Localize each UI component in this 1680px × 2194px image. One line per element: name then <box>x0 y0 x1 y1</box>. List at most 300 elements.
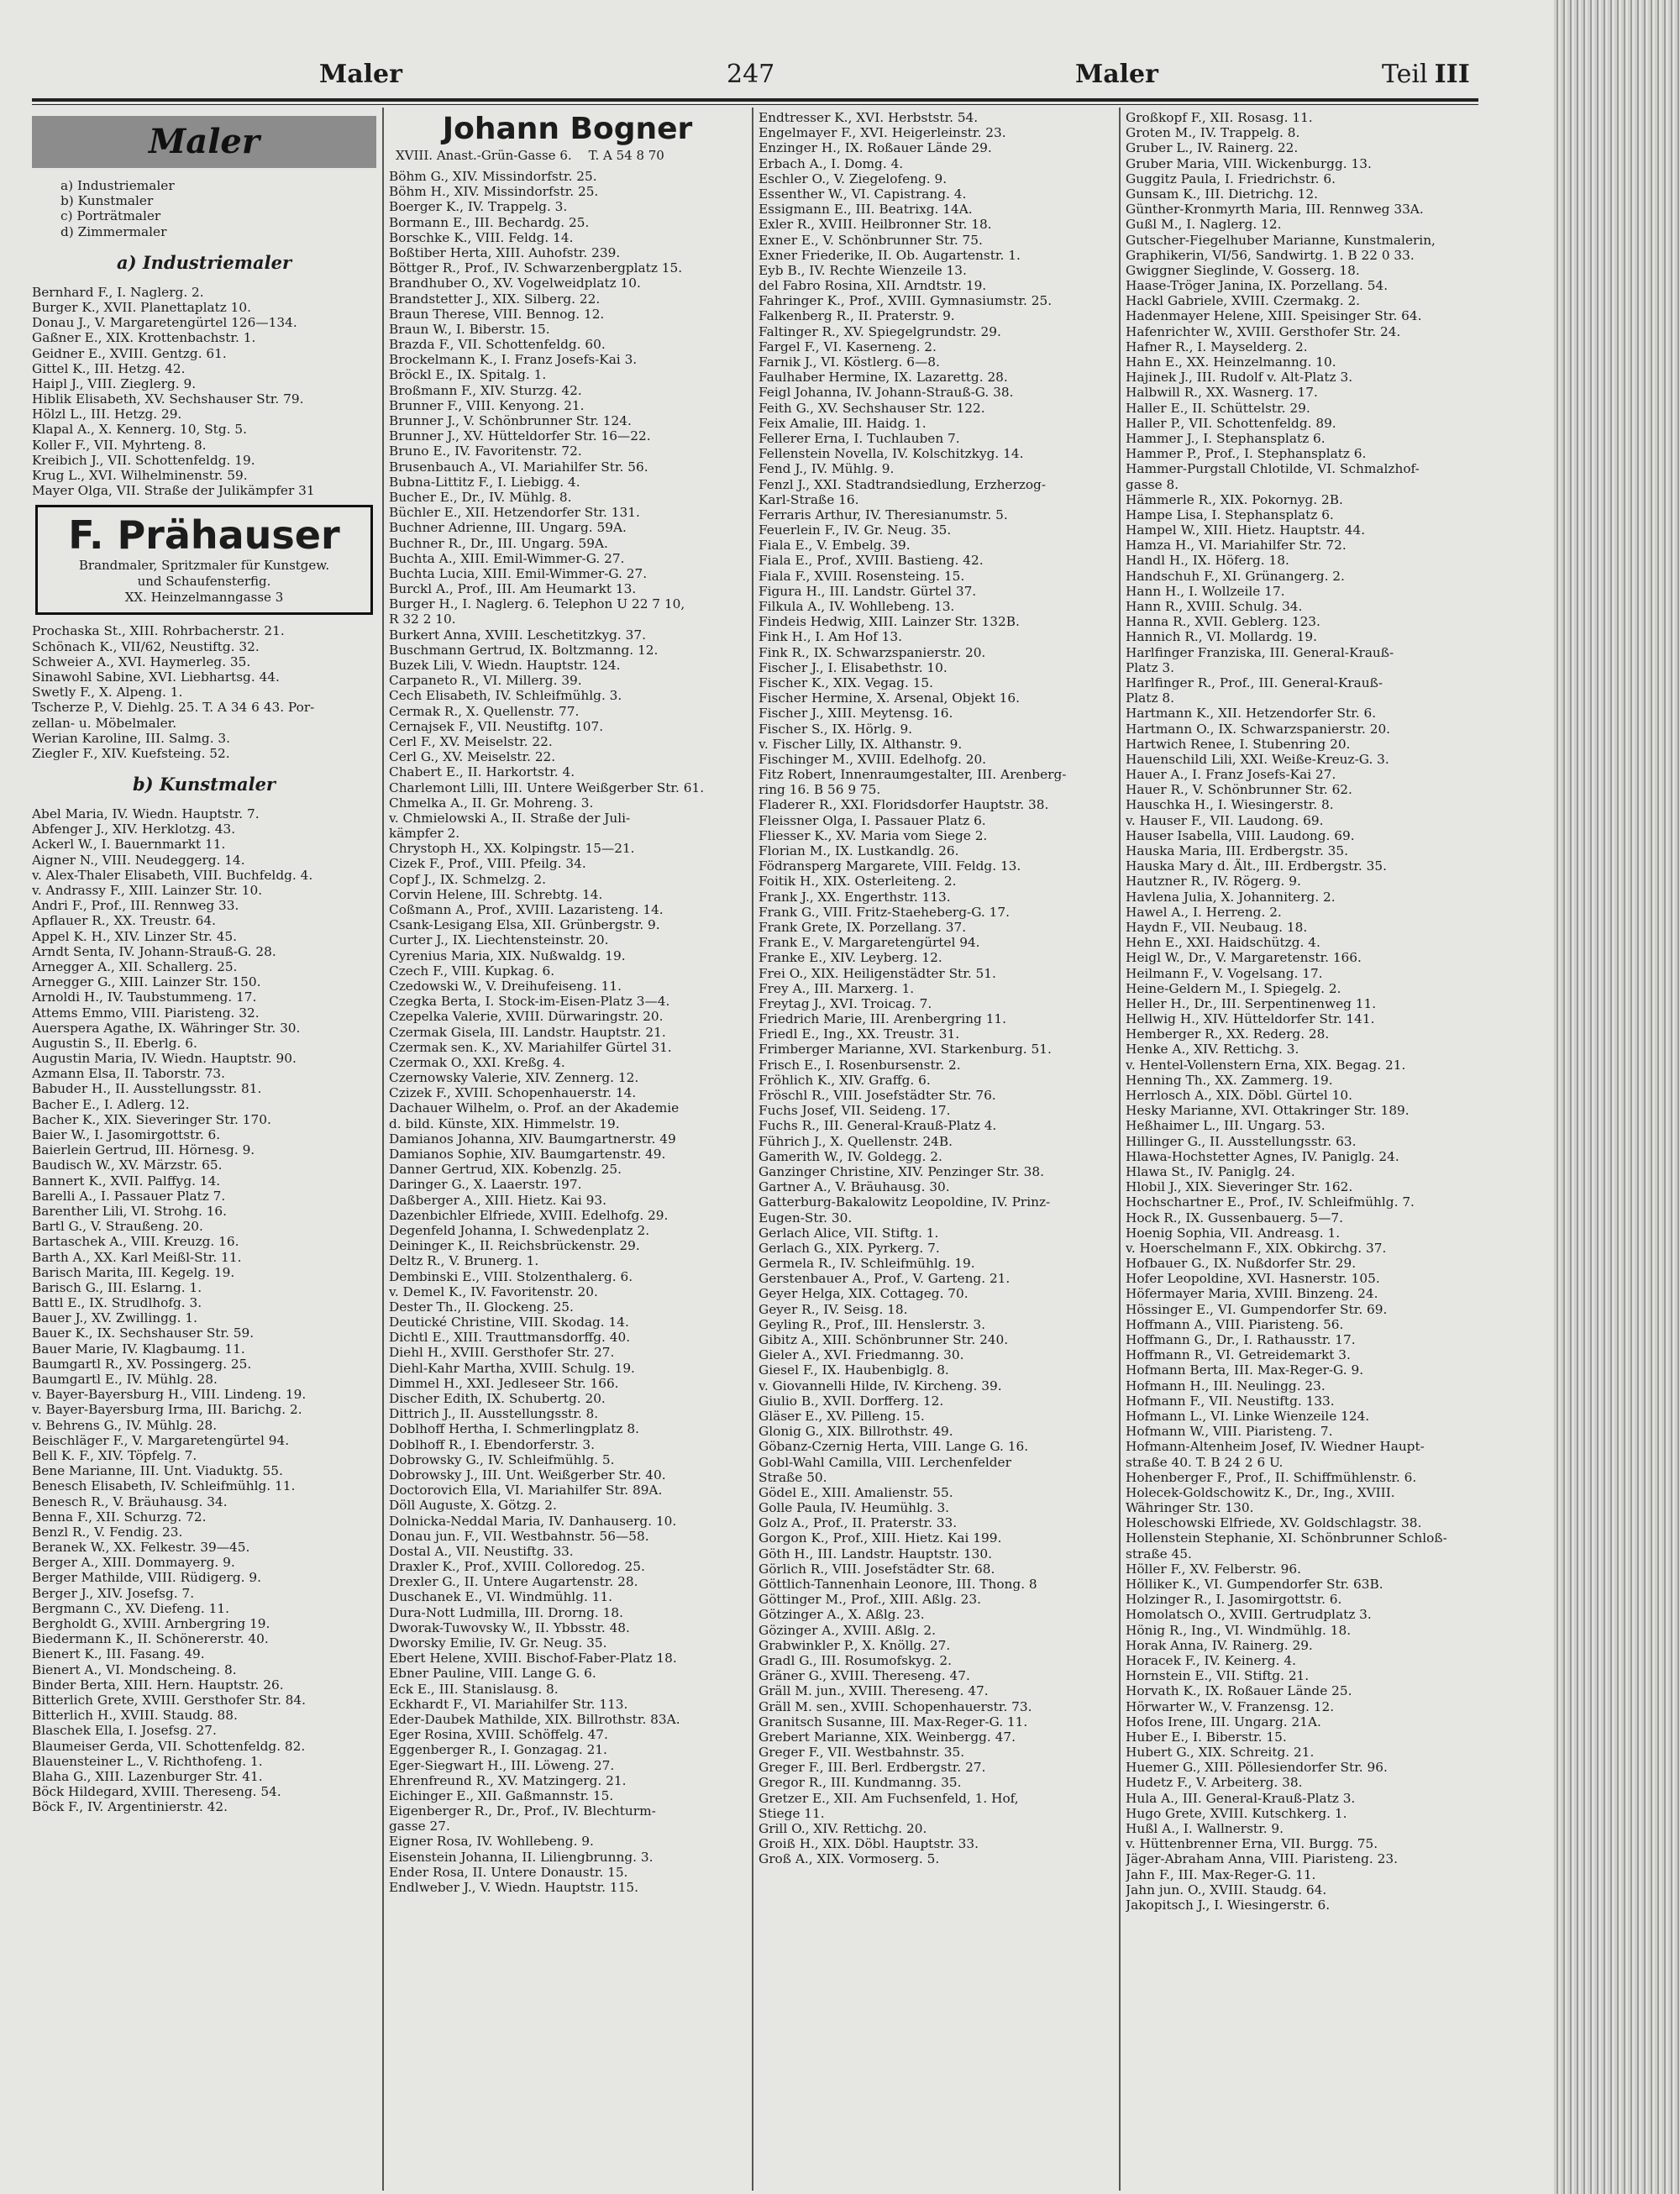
directory-entry: Fröhlich K., XIV. Graffg. 6. <box>759 1072 931 1088</box>
directory-entry: Hafenrichter W., XVIII. Gersthofer Str. 24. <box>1126 323 1401 339</box>
directory-entry: Buchner Adrienne, III. Ungarg. 59A. <box>389 520 627 536</box>
directory-entry: v. Behrens G., IV. Mühlg. 28. <box>32 1417 218 1433</box>
directory-entry: Czermak O., XXI. Kreßg. 4. <box>389 1054 565 1070</box>
directory-entry: Golle Paula, IV. Heumühlg. 3. <box>759 1500 950 1516</box>
directory-entry: Doblhoff Hertha, I. Schmerlingplatz 8. <box>389 1421 639 1437</box>
directory-entry: Hamza H., VI. Mariahilfer Str. 72. <box>1126 538 1347 554</box>
directory-entry: Göttinger M., Prof., XIII. Aßlg. 23. <box>759 1592 981 1608</box>
directory-entry: Frey A., III. Marxerg. 1. <box>759 980 915 996</box>
directory-entry: Jäger-Abraham Anna, VIII. Piaristeng. 23. <box>1126 1851 1398 1867</box>
directory-entry: Hauer A., I. Franz Josefs-Kai 27. <box>1126 767 1336 783</box>
directory-entry: Hönig R., Ing., VI. Windmühlg. 18. <box>1126 1622 1352 1638</box>
directory-entry: Gutscher-Fiegelhuber Marianne, Kunstmalerin, <box>1126 232 1436 248</box>
directory-entry: Handl H., IX. Höferg. 18. <box>1126 553 1289 569</box>
directory-entry: Jahn F., III. Max-Reger-G. 11. <box>1126 1866 1316 1882</box>
directory-entry: Donau jun. F., VII. Westbahnstr. 56—58. <box>389 1528 649 1544</box>
directory-entry: Bauer Marie, IV. Klagbaumg. 11. <box>32 1341 245 1357</box>
directory-entry: Fiala E., Prof., XVIII. Bastieng. 42. <box>759 553 984 569</box>
directory-entry: Hahn E., XX. Heinzelmanng. 10. <box>1126 354 1336 370</box>
directory-entry: Bormann E., III. Bechardg. 25. <box>389 214 590 230</box>
directory-entry: Eisenstein Johanna, II. Liliengbrunng. 3. <box>389 1849 654 1865</box>
directory-entry: Frisch E., I. Rosenbursenstr. 2. <box>759 1057 961 1073</box>
directory-entry: Chmelka A., II. Gr. Mohreng. 3. <box>389 795 594 811</box>
directory-entry: Hann R., XVIII. Schulg. 34. <box>1126 599 1303 614</box>
directory-entry: Gatterburg-Bakalowitz Leopoldine, IV. Prinz- <box>759 1194 1051 1210</box>
directory-entry: Feigl Johanna, IV. Johann-Strauß-G. 38. <box>759 385 1014 401</box>
ad-address: XVIII. Anast.-Grün-Gasse 6. <box>396 148 572 163</box>
directory-entry: Fliesser K., XV. Maria vom Siege 2. <box>759 827 988 843</box>
directory-entry: Cech Elisabeth, IV. Schleifmühlg. 3. <box>389 688 622 704</box>
directory-entry: Prochaska St., XIII. Rohrbacherstr. 21. <box>32 623 285 639</box>
directory-entry: Blaha G., XIII. Lazenburger Str. 41. <box>32 1768 263 1784</box>
entry-list-kunstmaler <box>32 806 376 1814</box>
directory-entry: Grebert Marianne, XIX. Weinbergg. 47. <box>759 1729 1016 1745</box>
directory-entry: Gußl M., I. Naglerg. 12. <box>1126 217 1282 233</box>
directory-entry: Greger F., III. Berl. Erdbergstr. 27. <box>759 1760 986 1776</box>
directory-entry: v. Chmielowski A., II. Straße der Juli- <box>389 810 631 826</box>
directory-entry: Brandhuber O., XV. Vogelweidplatz 10. <box>389 276 641 291</box>
directory-entry: Göttlich-Tannenhain Leonore, III. Thong. 8 <box>759 1577 1037 1592</box>
part-label: Teil <box>1382 60 1428 89</box>
directory-entry: Hammer J., I. Stephansplatz 6. <box>1126 430 1326 446</box>
directory-entry: Ganzinger Christine, XIV. Penzinger Str. 38. <box>759 1163 1044 1179</box>
directory-entry: Kreibich J., VII. Schottenfeldg. 19. <box>32 452 255 468</box>
legend-item: b) Kunstmaler <box>60 193 154 209</box>
entry-list-column-2 <box>389 169 746 1895</box>
directory-entry: Essigmann E., III. Beatrixg. 14A. <box>759 202 973 218</box>
directory-entry: Födransperg Margarete, VIII. Feldg. 13. <box>759 858 1021 874</box>
directory-entry: Binder Berta, XIII. Hern. Hauptstr. 26. <box>32 1677 284 1693</box>
directory-entry: Hartmann K., XII. Hetzendorfer Str. 6. <box>1126 706 1377 722</box>
directory-entry: Attems Emmo, VIII. Piaristeng. 32. <box>32 1005 260 1021</box>
directory-entry: Exner Friederike, II. Ob. Augartenstr. 1. <box>759 247 1021 263</box>
directory-entry: Huemer G., XIII. Pöllesiendorfer Str. 96. <box>1126 1760 1388 1776</box>
directory-entry: Frimberger Marianne, XVI. Starkenburg. 51. <box>759 1042 1052 1058</box>
directory-entry: Dittrich J., II. Ausstellungsstr. 8. <box>389 1406 599 1422</box>
directory-entry: Brockelmann K., I. Franz Josefs-Kai 3. <box>389 352 638 368</box>
directory-entry: Abfenger J., XIV. Herklotzg. 43. <box>32 821 236 837</box>
directory-entry: Böttger R., Prof., IV. Schwarzenbergplatz 15. <box>389 260 683 276</box>
directory-entry: Auerspera Agathe, IX. Währinger Str. 30. <box>32 1020 301 1036</box>
directory-entry: Geyling R., Prof., III. Henslerstr. 3. <box>759 1316 985 1332</box>
directory-entry: Brunner J., XV. Hütteldorfer Str. 16—22. <box>389 428 651 444</box>
directory-entry: Hoffmann A., VIII. Piaristeng. 56. <box>1126 1316 1344 1332</box>
directory-entry: Karl-Straße 16. <box>759 491 859 507</box>
directory-entry: Fink H., I. Am Hof 13. <box>759 629 902 645</box>
directory-entry: Essenther W., VI. Capistrang. 4. <box>759 186 967 202</box>
directory-entry: Hoffmann R., VI. Getreidemarkt 3. <box>1126 1347 1351 1363</box>
directory-entry: Hölzl L., III. Hetzg. 29. <box>32 407 182 423</box>
directory-entry: Heigl W., Dr., V. Margaretenstr. 166. <box>1126 950 1362 966</box>
directory-entry: Gräll M. jun., XVIII. Thereseng. 47. <box>759 1683 989 1699</box>
directory-entry: Böck Hildegard, XVIII. Thereseng. 54. <box>32 1784 281 1800</box>
directory-entry: Geyer R., IV. Seisg. 18. <box>759 1301 908 1317</box>
directory-entry: Großkopf F., XII. Rosasg. 11. <box>1126 110 1313 125</box>
directory-entry: Hawel A., I. Herreng. 2. <box>1126 904 1282 920</box>
directory-entry: Holzinger R., I. Jasomirgottstr. 6. <box>1126 1592 1342 1608</box>
directory-entry: Günther-Kronmyrth Maria, III. Rennweg 33A. <box>1126 202 1424 218</box>
directory-entry: Platz 8. <box>1126 690 1174 706</box>
directory-entry: Burger K., XVII. Planettaplatz 10. <box>32 299 252 315</box>
directory-entry: Ender Rosa, II. Untere Donaustr. 15. <box>389 1864 628 1880</box>
directory-entry: Farnik J., VI. Köstlerg. 6—8. <box>759 354 940 370</box>
directory-entry: v. Alex-Thaler Elisabeth, VIII. Buchfeldg. 4. <box>32 867 313 883</box>
directory-entry: Apflauer R., XX. Treustr. 64. <box>32 913 216 929</box>
directory-entry: Hartmann O., IX. Schwarzspanierstr. 20. <box>1126 721 1391 737</box>
directory-entry: Dachauer Wilhelm, o. Prof. an der Akademie <box>389 1100 680 1116</box>
directory-entry: Fischer Hermine, X. Arsenal, Objekt 16. <box>759 690 1020 706</box>
directory-entry: Dimmel H., XXI. Jedleseer Str. 166. <box>389 1375 619 1391</box>
directory-entry: Jahn jun. O., XVIII. Staudg. 64. <box>1126 1882 1327 1897</box>
directory-entry: Eder-Daubek Mathilde, XIX. Billrothstr. 83A. <box>389 1711 680 1727</box>
directory-entry: Czizek F., XVIII. Schopenhauerstr. 14. <box>389 1085 637 1101</box>
directory-entry: Frank Grete, IX. Porzellang. 37. <box>759 919 967 935</box>
directory-entry: Holecek-Goldschowitz K., Dr., Ing., XVIII. <box>1126 1484 1395 1500</box>
directory-entry: Engelmayer F., XVI. Heigerleinstr. 23. <box>759 125 1006 141</box>
section-heading-industriemaler: a) Industriemaler <box>116 251 292 273</box>
directory-entry: Hofmann L., VI. Linke Wienzeile 124. <box>1126 1408 1370 1424</box>
directory-entry: Augustin S., II. Eberlg. 6. <box>32 1035 197 1051</box>
directory-entry: Werian Karoline, III. Salmg. 3. <box>32 730 231 746</box>
directory-entry: Exler R., XVIII. Heilbronner Str. 18. <box>759 217 992 233</box>
directory-entry: Andri F., Prof., III. Rennweg 33. <box>32 898 239 914</box>
directory-entry: Ziegler F., XIV. Kuefsteing. 52. <box>32 745 230 761</box>
directory-entry: Barth A., XX. Karl Meißl-Str. 11. <box>32 1249 242 1265</box>
directory-entry: Heine-Geldern M., I. Spiegelg. 2. <box>1126 980 1341 996</box>
directory-entry: Burckl A., Prof., III. Am Heumarkt 13. <box>389 581 637 597</box>
directory-entry: Henning Th., XX. Zammerg. 19. <box>1126 1072 1333 1088</box>
legend-item: a) Industriemaler <box>60 178 175 193</box>
directory-entry: Drexler G., II. Untere Augartenstr. 28. <box>389 1574 638 1590</box>
directory-entry: Groß A., XIX. Vormoserg. 5. <box>759 1851 940 1867</box>
directory-entry: Hubert G., XIX. Schreitg. 21. <box>1126 1745 1315 1761</box>
directory-entry: Endlweber J., V. Wiedn. Hauptstr. 115. <box>389 1880 638 1895</box>
directory-entry: Cizek F., Prof., VIII. Pfeilg. 34. <box>389 856 586 872</box>
directory-entry: Giesel F., IX. Haubenbiglg. 8. <box>759 1362 949 1378</box>
directory-entry: Burkert Anna, XVIII. Leschetitzkyg. 37. <box>389 627 646 643</box>
directory-entry: Herrlosch A., XIX. Döbl. Gürtel 10. <box>1126 1088 1352 1103</box>
directory-entry: Hautzner R., IV. Rögerg. 9. <box>1126 874 1301 890</box>
ad-phone: T. A 54 8 70 <box>588 148 664 163</box>
entry-list-column-4 <box>1126 110 1478 1913</box>
directory-entry: Hellwig H., XIV. Hütteldorfer Str. 141. <box>1126 1011 1375 1027</box>
directory-entry: Fink R., IX. Schwarzspanierstr. 20. <box>759 644 986 660</box>
directory-entry: Hafner R., I. Mayselderg. 2. <box>1126 339 1308 354</box>
directory-entry: Führich J., X. Quellenstr. 24B. <box>759 1133 953 1149</box>
directory-entry: Fargel F., VI. Kaserneng. 2. <box>759 339 937 354</box>
directory-entry: v. Bayer-Bayersburg Irma, III. Barichg. 2. <box>32 1402 302 1418</box>
ad-title-bogner: Johann Bogner <box>442 112 693 146</box>
directory-entry: Greger F., VII. Westbahnstr. 35. <box>759 1745 965 1761</box>
directory-entry: Fiala E., V. Embelg. 39. <box>759 538 911 554</box>
directory-entry: Barisch G., III. Eslarng. 1. <box>32 1279 202 1295</box>
directory-entry: Döll Auguste, X. Götzg. 2. <box>389 1498 557 1514</box>
directory-entry: Hofos Irene, III. Ungarg. 21A. <box>1126 1714 1321 1729</box>
directory-entry: Höller F., XV. Felberstr. 96. <box>1126 1561 1301 1577</box>
directory-entry: Gruber L., IV. Rainerg. 22. <box>1126 140 1299 156</box>
directory-entry: Gunsam K., III. Dietrichg. 12. <box>1126 186 1318 202</box>
directory-entry: Daringer G., X. Laaerstr. 197. <box>389 1177 582 1193</box>
directory-entry: Bitterlich H., XVIII. Staudg. 88. <box>32 1708 238 1724</box>
directory-entry: Feix Amalie, III. Haidg. 1. <box>759 415 927 431</box>
directory-entry: Fiala F., XVIII. Rosensteing. 15. <box>759 568 965 584</box>
category-banner: Maler <box>32 116 376 168</box>
directory-entry: Damianos Johanna, XIV. Baumgartnerstr. 49 <box>389 1131 676 1147</box>
legend-item: d) Zimmermaler <box>60 223 167 239</box>
directory-entry: Erbach A., I. Domg. 4. <box>759 155 904 171</box>
column-divider <box>382 108 384 2191</box>
directory-entry: Hauenschild Lili, XXI. Weiße-Kreuz-G. 3. <box>1126 751 1389 767</box>
directory-entry: Eggenberger R., I. Gonzagag. 21. <box>389 1742 607 1758</box>
directory-entry: Heilmann F., V. Vogelsang. 17. <box>1126 965 1323 981</box>
directory-entry: Bröckl E., IX. Spitalg. 1. <box>389 367 547 383</box>
directory-entry: Fischer J., I. Elisabethstr. 10. <box>759 659 948 675</box>
directory-entry: Baudisch W., XV. Märzstr. 65. <box>32 1157 223 1173</box>
directory-entry: Hölliker K., VI. Gumpendorfer Str. 63B. <box>1126 1577 1383 1592</box>
directory-entry: Gräner G., XVIII. Thereseng. 47. <box>759 1668 970 1684</box>
directory-entry: Eigenberger R., Dr., Prof., IV. Blechturm- <box>389 1803 656 1819</box>
directory-entry: Faltinger R., XV. Spiegelgrundstr. 29. <box>759 323 1001 339</box>
part-indicator <box>1382 60 1470 89</box>
directory-entry: Brazda F., VII. Schottenfeldg. 60. <box>389 337 606 353</box>
directory-entry: v. Giovannelli Hilde, IV. Kircheng. 39. <box>759 1378 1002 1394</box>
directory-entry: Braun Therese, VIII. Bennog. 12. <box>389 306 605 322</box>
directory-entry: Aigner N., VIII. Neudeggerg. 14. <box>32 852 245 868</box>
directory-entry: Bienert A., VI. Mondscheing. 8. <box>32 1661 237 1677</box>
directory-entry: Dostal A., VII. Neustiftg. 33. <box>389 1543 574 1559</box>
directory-entry: Cermak R., X. Quellenstr. 77. <box>389 703 580 719</box>
directory-entry: Gartner A., V. Bräuhausg. 30. <box>759 1179 950 1195</box>
directory-entry: Eichinger E., XII. Gaßmannstr. 15. <box>389 1787 614 1803</box>
directory-entry: Brusenbauch A., VI. Mariahilfer Str. 56. <box>389 459 648 475</box>
directory-entry: Eschler O., V. Ziegelofeng. 9. <box>759 171 948 186</box>
directory-entry: Endtresser K., XVI. Herbststr. 54. <box>759 110 979 125</box>
ad-text <box>38 558 370 606</box>
book-page-edges <box>1554 0 1680 2194</box>
directory-entry: gasse 8. <box>1126 476 1179 492</box>
directory-entry: Buchta A., XIII. Emil-Wimmer-G. 27. <box>389 550 625 566</box>
directory-entry: Deininger K., II. Reichsbrückenstr. 29. <box>389 1238 640 1254</box>
directory-entry: v. Bayer-Bayersburg H., VIII. Lindeng. 19. <box>32 1387 307 1403</box>
directory-entry: Doblhoff R., I. Ebendorferstr. 3. <box>389 1436 595 1452</box>
directory-entry: Blaschek Ella, I. Josefsg. 27. <box>32 1723 217 1739</box>
directory-entry: Figura H., III. Landstr. Gürtel 37. <box>759 583 977 599</box>
directory-entry: Eger Rosina, XVIII. Schöffelg. 47. <box>389 1727 608 1743</box>
directory-entry: zellan- u. Möbelmaler. <box>32 715 177 731</box>
directory-entry: Augustin Maria, IV. Wiedn. Hauptstr. 90. <box>32 1051 297 1067</box>
directory-entry: Damianos Sophie, XIV. Baumgartenstr. 49. <box>389 1147 666 1162</box>
directory-entry: Cyrenius Maria, XIX. Nußwaldg. 19. <box>389 947 626 963</box>
directory-entry: R 32 2 10. <box>389 611 456 627</box>
directory-entry: Hula A., III. General-Krauß-Platz 3. <box>1126 1790 1356 1806</box>
directory-entry: Benesch Elisabeth, IV. Schleifmühlg. 11. <box>32 1478 296 1494</box>
ad-line: XX. Heinzelmanngasse 3 <box>124 590 284 606</box>
directory-entry: Haipl J., VIII. Zieglerg. 9. <box>32 375 197 391</box>
directory-entry: Hugo Grete, XVIII. Kutschkerg. 1. <box>1126 1805 1347 1821</box>
directory-entry: Czermak Gisela, III. Landstr. Hauptstr. 21. <box>389 1024 666 1040</box>
directory-entry: Frank E., V. Margaretengürtel 94. <box>759 935 980 951</box>
directory-entry: Dworak-Tuwovsky W., II. Ybbsstr. 48. <box>389 1619 630 1635</box>
directory-entry: Büchler E., XII. Hetzendorfer Str. 131. <box>389 505 640 521</box>
directory-entry: Csank-Lesigang Elsa, XII. Grünbergstr. 9. <box>389 917 660 933</box>
directory-entry: Hammer-Purgstall Chlotilde, VI. Schmalzhof- <box>1126 461 1420 477</box>
directory-entry: Gerstenbauer A., Prof., V. Garteng. 21. <box>759 1271 1011 1287</box>
column-divider <box>752 108 753 2191</box>
directory-entry: Ferraris Arthur, IV. Theresianumstr. 5. <box>759 507 1008 522</box>
directory-entry: Barelli A., I. Passauer Platz 7. <box>32 1188 226 1204</box>
directory-entry: Baier W., I. Jasomirgottstr. 6. <box>32 1127 221 1142</box>
ad-address-bogner <box>389 147 746 164</box>
entry-list-column-3 <box>759 110 1116 1867</box>
directory-entry: Baumgartl R., XV. Possingerg. 25. <box>32 1356 252 1372</box>
directory-entry: Doctorovich Ella, VI. Mariahilfer Str. 89A. <box>389 1483 663 1499</box>
directory-entry: Fuchs R., III. General-Krauß-Platz 4. <box>759 1118 997 1134</box>
directory-entry: Horacek F., IV. Keinerg. 4. <box>1126 1652 1296 1668</box>
ad-line: und Schaufensterfig. <box>137 574 271 590</box>
directory-entry: Halbwill R., XX. Wasnerg. 17. <box>1126 385 1318 401</box>
directory-entry: Gözinger A., XVIII. Aßlg. 2. <box>759 1622 936 1638</box>
directory-entry: ring 16. B 56 9 75. <box>759 782 881 798</box>
directory-entry: Hoenig Sophia, VII. Andreasg. 1. <box>1126 1225 1341 1241</box>
directory-entry: Horak Anna, IV. Rainerg. 29. <box>1126 1637 1313 1653</box>
directory-entry: Geidner E., XVIII. Gentzg. 61. <box>32 345 227 361</box>
directory-entry: Haller E., II. Schüttelstr. 29. <box>1126 400 1310 416</box>
directory-entry: Ehrenfreund R., XV. Matzingerg. 21. <box>389 1772 627 1788</box>
running-head-left: Maler <box>319 60 402 89</box>
directory-entry: Buzek Lili, V. Wiedn. Hauptstr. 124. <box>389 658 621 673</box>
directory-entry: Dembinski E., VIII. Stolzenthalerg. 6. <box>389 1268 633 1284</box>
directory-entry: Azmann Elsa, II. Taborstr. 73. <box>32 1066 225 1082</box>
directory-entry: Dazenbichler Elfriede, XVIII. Edelhofg. 29. <box>389 1207 669 1223</box>
directory-entry: v. Andrassy F., XIII. Lainzer Str. 10. <box>32 883 263 898</box>
directory-entry: Stiege 11. <box>759 1805 825 1821</box>
directory-entry: Bene Marianne, III. Unt. Viaduktg. 55. <box>32 1463 283 1479</box>
directory-entry: Bucher E., Dr., IV. Mühlg. 8. <box>389 489 572 505</box>
directory-entry: Henke A., XIV. Rettichg. 3. <box>1126 1042 1299 1058</box>
column-4 <box>1126 110 1478 1913</box>
directory-entry: Ackerl W., I. Bauernmarkt 11. <box>32 837 226 853</box>
directory-entry: Faulhaber Hermine, IX. Lazarettg. 28. <box>759 370 1008 386</box>
directory-entry: Hesky Marianne, XVI. Ottakringer Str. 189. <box>1126 1103 1410 1119</box>
directory-entry: Carpaneto R., VI. Millerg. 39. <box>389 673 582 689</box>
directory-entry: Findeis Hedwig, XIII. Lainzer Str. 132B. <box>759 614 1020 630</box>
directory-entry: Berger Mathilde, VIII. Rüdigerg. 9. <box>32 1570 261 1586</box>
directory-entry: Germela R., IV. Schleifmühlg. 19. <box>759 1256 975 1272</box>
directory-entry: Böhm H., XIV. Missindorfstr. 25. <box>389 184 599 200</box>
directory-entry: Fröschl R., VIII. Josefstädter Str. 76. <box>759 1088 996 1103</box>
directory-entry: Feuerlein F., IV. Gr. Neug. 35. <box>759 522 952 538</box>
directory-entry: Hann H., I. Wollzeile 17. <box>1126 583 1285 599</box>
directory-entry: Chabert E., II. Harkortstr. 4. <box>389 764 575 780</box>
directory-entry: Gruber Maria, VIII. Wickenburgg. 13. <box>1126 155 1372 171</box>
directory-entry: Hampel W., XIII. Hietz. Hauptstr. 44. <box>1126 522 1366 538</box>
directory-entry: Hemberger R., XX. Rederg. 28. <box>1126 1026 1330 1042</box>
directory-entry: Schweier A., XVI. Haymerleg. 35. <box>32 653 251 669</box>
directory-entry: Dura-Nott Ludmilla, III. Drorng. 18. <box>389 1604 623 1620</box>
directory-entry: Hörwarter W., V. Franzensg. 12. <box>1126 1698 1335 1714</box>
directory-entry: Hanna R., XVII. Geblerg. 123. <box>1126 614 1320 630</box>
directory-entry: Heller H., Dr., III. Serpentinenweg 11. <box>1126 995 1377 1011</box>
directory-entry: v. Hüttenbrenner Erna, VII. Burgg. 75. <box>1126 1836 1378 1852</box>
directory-entry: Heßhaimer L., III. Ungarg. 53. <box>1126 1118 1326 1134</box>
directory-entry: Frank J., XX. Engerthstr. 113. <box>759 889 951 905</box>
directory-entry: Eigner Rosa, IV. Wohllebeng. 9. <box>389 1834 594 1850</box>
directory-entry: Degenfeld Johanna, I. Schwedenplatz 2. <box>389 1222 650 1238</box>
page-number: 247 <box>727 60 775 89</box>
directory-entry: Hauer R., V. Schönbrunner Str. 62. <box>1126 782 1352 798</box>
directory-entry: v. Hauser F., VII. Laudong. 69. <box>1126 812 1324 828</box>
directory-entry: Discher Edith, IX. Schubertg. 20. <box>389 1391 606 1406</box>
directory-entry: v. Hoerschelmann F., XIX. Obkirchg. 37. <box>1126 1240 1387 1256</box>
directory-entry: Hauschka H., I. Wiesingerstr. 8. <box>1126 797 1334 813</box>
directory-entry: Borschke K., VIII. Feldg. 14. <box>389 229 574 245</box>
directory-entry: Hock R., IX. Gussenbauerg. 5—7. <box>1126 1210 1343 1226</box>
directory-entry: Bienert K., III. Fasang. 49. <box>32 1646 205 1662</box>
directory-entry: Jakopitsch J., I. Wiesingerstr. 6. <box>1126 1897 1331 1913</box>
directory-entry: Deltz R., V. Brunerg. 1. <box>389 1253 539 1269</box>
directory-entry: Blaumeiser Gerda, VII. Schottenfeldg. 82. <box>32 1738 306 1754</box>
column-3 <box>759 110 1116 1867</box>
directory-entry: Eckhardt F., VI. Mariahilfer Str. 113. <box>389 1696 628 1712</box>
directory-entry: Dester Th., II. Glockeng. 25. <box>389 1299 574 1315</box>
directory-entry: Boßtiber Herta, XIII. Auhofstr. 239. <box>389 244 621 260</box>
directory-entry: Eck E., III. Stanislausg. 8. <box>389 1681 559 1697</box>
directory-entry: Boerger K., IV. Trappelg. 3. <box>389 199 568 215</box>
directory-entry: Eugen-Str. 30. <box>759 1210 853 1226</box>
directory-entry: Burger H., I. Naglerg. 6. Telephon U 22 7 10, <box>389 596 685 612</box>
directory-entry: Bitterlich Grete, XVIII. Gersthofer Str. 84. <box>32 1692 306 1708</box>
directory-entry: Bell K. F., XIV. Töpfelg. 7. <box>32 1447 197 1463</box>
directory-entry: Hauska Maria, III. Erdbergstr. 35. <box>1126 843 1348 858</box>
directory-entry: Grill O., XIV. Rettichg. 20. <box>759 1821 927 1836</box>
directory-entry: Haase-Tröger Janina, IX. Porzellang. 54. <box>1126 278 1389 294</box>
directory-entry: Tscherze P., V. Diehlg. 25. T. A 34 6 43. Por- <box>32 700 315 716</box>
directory-entry: Hofmann H., III. Neulingg. 23. <box>1126 1378 1326 1394</box>
directory-entry: Gradl G., III. Rosumofskyg. 2. <box>759 1652 952 1668</box>
directory-entry: Charlemont Lilli, III. Untere Weißgerber Str. 61. <box>389 779 705 795</box>
directory-entry: Hämmerle R., XIX. Pokornyg. 2B. <box>1126 491 1343 507</box>
directory-entry: Hehn E., XXI. Haidschützg. 4. <box>1126 935 1320 951</box>
directory-entry: Draxler K., Prof., XVIII. Colloredog. 25. <box>389 1559 645 1575</box>
directory-entry: Danner Gertrud, XIX. Kobenzlg. 25. <box>389 1162 622 1178</box>
directory-entry: Bergholdt G., XVIII. Arnbergring 19. <box>32 1616 270 1631</box>
directory-entry: Golz A., Prof., II. Praterstr. 33. <box>759 1515 958 1531</box>
directory-entry: Benesch R., V. Bräuhausg. 34. <box>32 1493 228 1509</box>
directory-entry: Freytag J., XVI. Troicag. 7. <box>759 995 932 1011</box>
directory-entry: Benzl R., V. Fendig. 23. <box>32 1524 183 1540</box>
directory-entry: Swetly F., X. Alpeng. 1. <box>32 685 183 701</box>
directory-entry: straße 45. <box>1126 1546 1192 1562</box>
section-heading-kunstmaler: b) Kunstmaler <box>132 774 276 795</box>
directory-entry: Hohenberger F., Prof., II. Schiffmühlenstr. 6. <box>1126 1469 1417 1485</box>
directory-entry: Ebner Pauline, VIII. Lange G. 6. <box>389 1666 596 1682</box>
directory-entry: Chrystoph H., XX. Kolpingstr. 15—21. <box>389 841 635 857</box>
directory-entry: Fend J., IV. Mühlg. 9. <box>759 461 895 477</box>
directory-entry: Hollenstein Stephanie, XI. Schönbrunner Schloß- <box>1126 1530 1447 1546</box>
directory-entry: v. Demel K., IV. Favoritenstr. 20. <box>389 1283 598 1299</box>
directory-entry: Arnoldi H., IV. Taubstummeng. 17. <box>32 989 257 1005</box>
directory-entry: Sinawohl Sabine, XVI. Liebhartsg. 44. <box>32 669 280 685</box>
directory-entry: Baierlein Gertrud, III. Hörnesg. 9. <box>32 1142 255 1158</box>
directory-entry: Baumgartl E., IV. Mühlg. 28. <box>32 1372 218 1387</box>
directory-entry: Exner E., V. Schönbrunner Str. 75. <box>759 232 983 248</box>
directory-entry: Czech F., VIII. Kupkag. 6. <box>389 963 555 979</box>
directory-entry: Gorgon K., Prof., XIII. Hietz. Kai 199. <box>759 1530 1002 1546</box>
directory-entry: Gaßner E., XIX. Krottenbachstr. 1. <box>32 330 256 346</box>
directory-entry: Fellenstein Novella, IV. Kolschitzkyg. 14. <box>759 446 1024 462</box>
directory-entry: Hiblik Elisabeth, XV. Sechshauser Str. 79. <box>32 391 304 407</box>
directory-entry: Beischläger F., V. Margaretengürtel 94. <box>32 1432 290 1448</box>
